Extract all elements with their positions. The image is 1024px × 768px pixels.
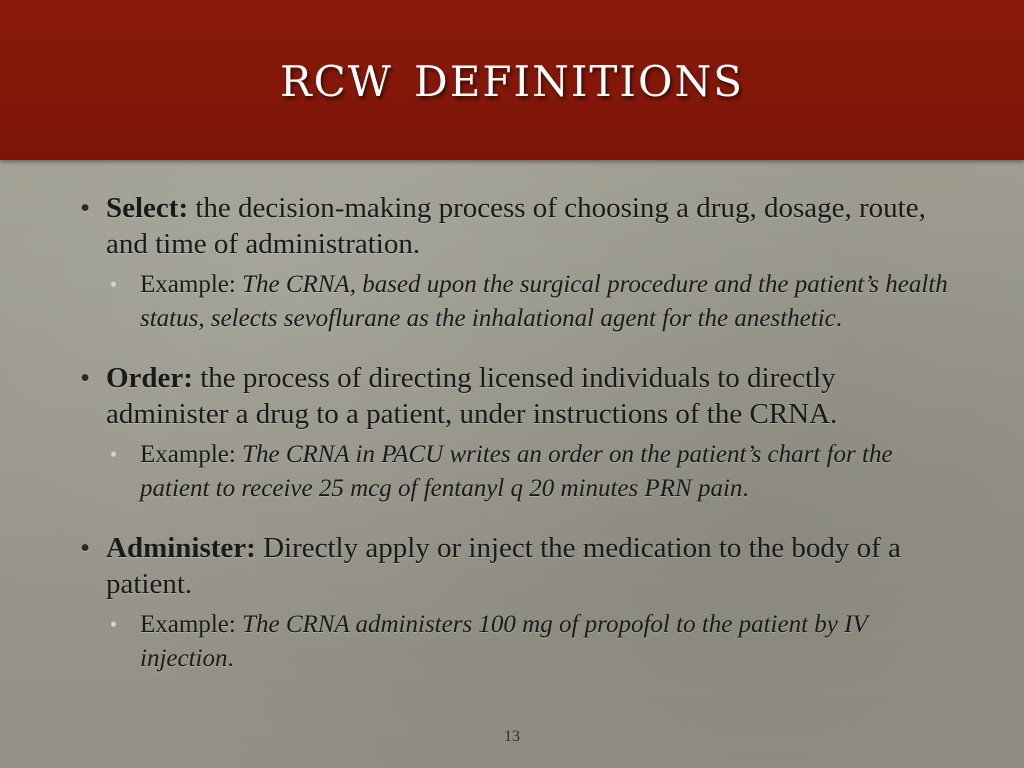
page-number: 13 bbox=[504, 728, 520, 745]
example-text: The CRNA in PACU writes an order on the patient’s chart for the patient to receive 25 mcg of fentanyl q 20 minutes PRN pain bbox=[140, 441, 893, 502]
definition-main bbox=[78, 190, 958, 262]
slide-title: rcw definitions bbox=[280, 41, 744, 111]
definition-term: Administer: bbox=[106, 532, 256, 564]
title-bar bbox=[0, 0, 1024, 160]
slide-content bbox=[78, 190, 958, 700]
definition-main bbox=[78, 360, 958, 432]
definition-term: Select: bbox=[106, 192, 189, 224]
example-line bbox=[78, 438, 958, 506]
definition-text: the decision-making process of choosing a drug, dosage, route, and time of administration. bbox=[106, 192, 926, 260]
sub-bullet-dot-icon: • bbox=[110, 444, 118, 466]
example-line bbox=[78, 268, 958, 336]
definition-main bbox=[78, 530, 958, 602]
example-label: Example: bbox=[140, 271, 243, 298]
example-line bbox=[78, 608, 958, 676]
example-end: . bbox=[227, 645, 234, 672]
example-text: The CRNA administers 100 mg of propofol to the patient by IV injection bbox=[140, 611, 868, 672]
example-end: . bbox=[742, 475, 749, 502]
definition-item-select bbox=[78, 190, 958, 336]
bullet-dot-icon: • bbox=[80, 532, 91, 564]
example-label: Example: bbox=[140, 611, 243, 638]
definition-text: the process of directing licensed individuals to directly administer a drug to a patient, under instructions of the CRNA. bbox=[106, 362, 838, 430]
definition-term: Order: bbox=[106, 362, 193, 394]
example-label: Example: bbox=[140, 441, 243, 468]
definition-item-order bbox=[78, 360, 958, 506]
example-text: The CRNA, based upon the surgical procedure and the patient’s health status, selects sevoflurane as the inhalational agent for the anesthetic bbox=[140, 271, 948, 332]
definition-text: Directly apply or inject the medication to the body of a patient. bbox=[106, 532, 901, 600]
sub-bullet-dot-icon: • bbox=[110, 274, 118, 296]
bullet-dot-icon: • bbox=[80, 362, 91, 394]
definition-item-administer bbox=[78, 530, 958, 676]
bullet-dot-icon: • bbox=[80, 192, 91, 224]
example-end: . bbox=[835, 305, 842, 332]
sub-bullet-dot-icon: • bbox=[110, 614, 118, 636]
